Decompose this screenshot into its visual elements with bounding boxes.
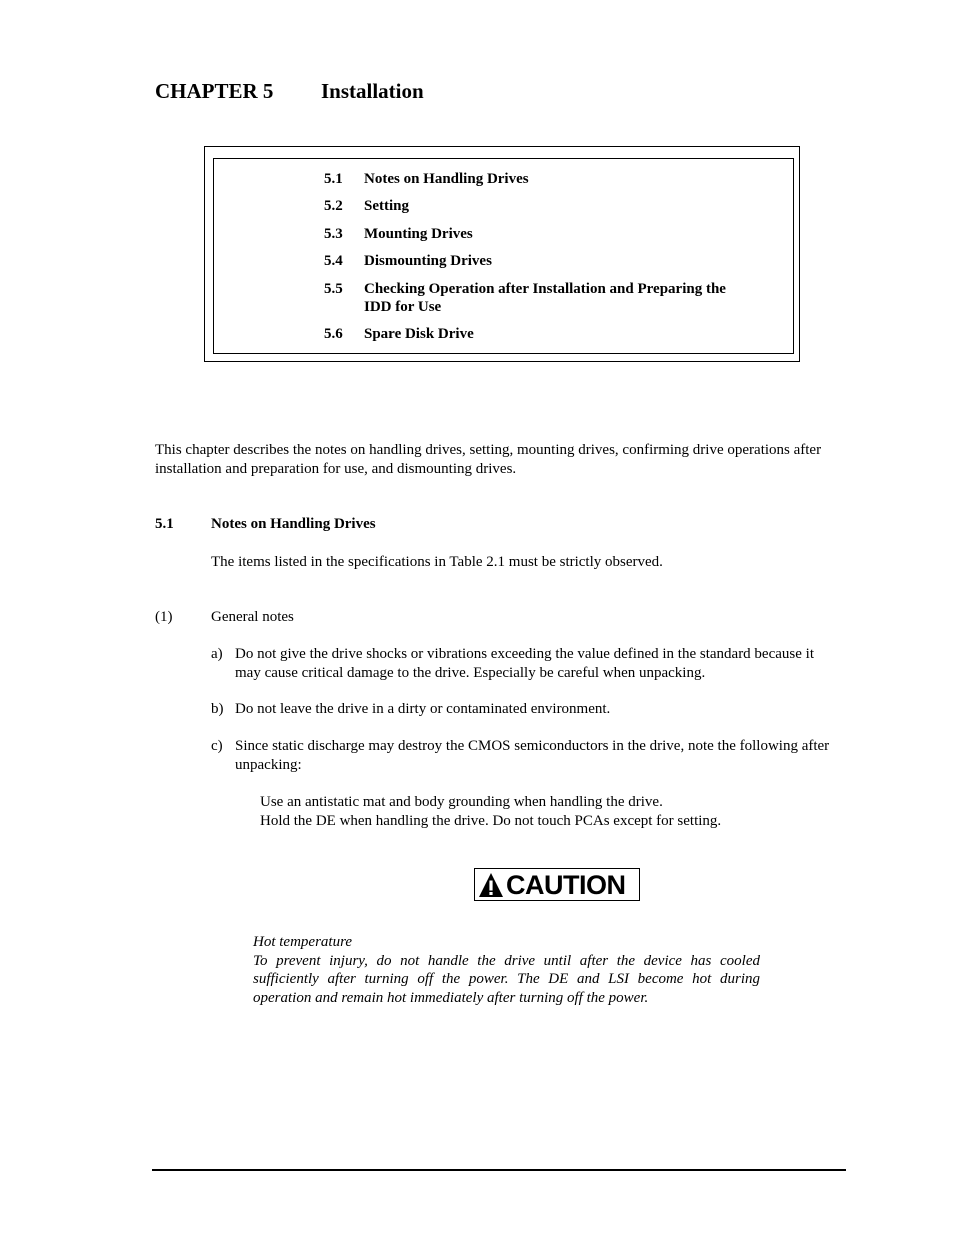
- toc-title: Mounting Drives: [364, 226, 473, 242]
- toc-title: Setting: [364, 198, 409, 214]
- toc-number: 5.2: [324, 198, 343, 214]
- section-title: Notes on Handling Drives: [211, 516, 376, 532]
- toc-title: Notes on Handling Drives: [364, 171, 529, 187]
- list-item-c: [211, 737, 841, 775]
- chapter-contents-box: [204, 146, 800, 362]
- caution-block: [253, 933, 760, 1007]
- toc-title: Spare Disk Drive: [364, 326, 474, 342]
- antistatic-note: Use an antistatic mat and body grounding when handling the drive.: [260, 794, 663, 810]
- caution-text: To prevent injury, do not handle the drive until after the device has cooled sufficiently after turning off the power. The DE and LSI become hot during operation and remain hot immediately after turning off the power.: [253, 952, 760, 1006]
- list-item-b: [211, 700, 841, 720]
- general-notes-marker: (1): [155, 609, 173, 625]
- toc-number: 5.4: [324, 253, 343, 269]
- section-number: 5.1: [155, 516, 174, 532]
- list-item-a: [211, 645, 841, 683]
- footer-rule: [152, 1169, 846, 1171]
- chapter-label: CHAPTER 5: [155, 79, 274, 103]
- hold-de-note: Hold the DE when handling the drive. Do not touch PCAs except for setting.: [260, 813, 722, 829]
- list-marker: c): [211, 738, 223, 754]
- caution-word: CAUTION: [506, 870, 626, 900]
- chapter-contents-inner-frame: [213, 158, 794, 354]
- toc-title: Checking Operation after Installation and Preparing the IDD for Use: [364, 281, 726, 315]
- chapter-heading: [155, 79, 424, 104]
- general-notes-title: General notes: [211, 609, 294, 625]
- general-notes-heading: [155, 608, 455, 627]
- caution-heading: Hot temperature: [253, 934, 353, 950]
- warning-triangle-icon: [478, 872, 504, 898]
- toc-number: 5.5: [324, 281, 343, 297]
- toc-number: 5.6: [324, 326, 343, 342]
- toc-title: Dismounting Drives: [364, 253, 492, 269]
- list-text: Since static discharge may destroy the CMOS semiconductors in the drive, note the following after unpacking:: [235, 738, 830, 773]
- list-text: Do not leave the drive in a dirty or contaminated environment.: [235, 701, 611, 717]
- list-marker: a): [211, 646, 223, 662]
- caution-label: [474, 868, 640, 901]
- intro-paragraph: This chapter describes the notes on handling drives, setting, mounting drives, confirming drive operations after installation and preparation for use, and dismounting drives.: [155, 442, 822, 477]
- list-text: Do not give the drive shocks or vibrations exceeding the value defined in the standard because it may cause critical damage to the drive. Especially be careful when unpacking.: [235, 646, 814, 681]
- section-heading: [155, 516, 376, 533]
- chapter-title: Installation: [321, 79, 424, 103]
- toc-number: 5.1: [324, 171, 343, 187]
- section-paragraph: The items listed in the specifications in Table 2.1 must be strictly observed.: [211, 554, 663, 570]
- toc-number: 5.3: [324, 226, 343, 242]
- list-marker: b): [211, 701, 224, 717]
